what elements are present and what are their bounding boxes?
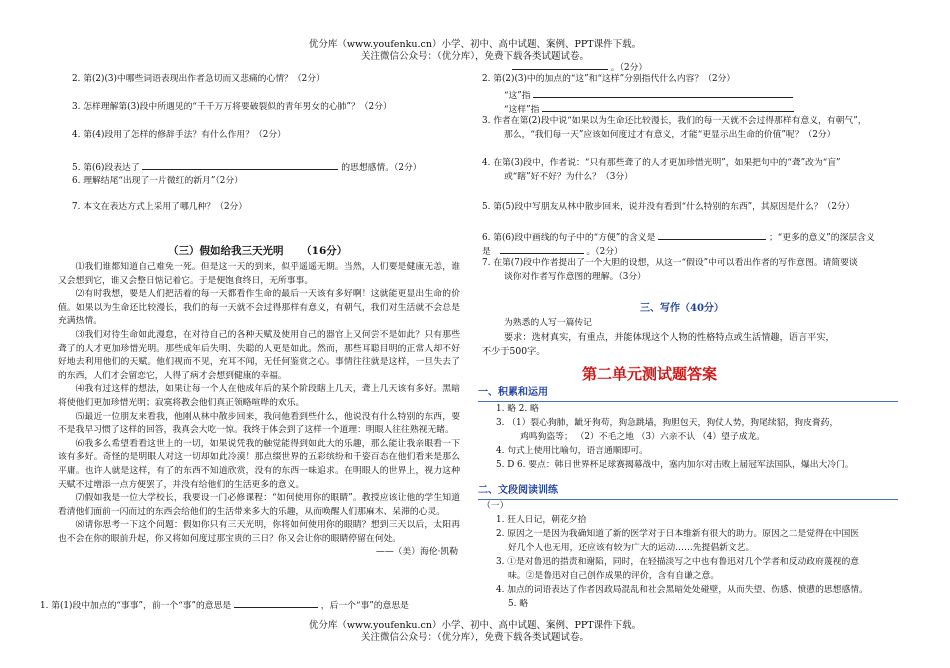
question-r3-line2: 那么，“我们每一天”应该如何度过才有意义，才能“更显示出生命的价值”呢？（2分） (504, 130, 836, 140)
passage-paragraph: ⑺假如我是一位大学校长，我要设一门必修课程：“如何使用你的眼睛”。教授应该让他的学生知道看清他们面前一闪而过的东西会给他们的生活带来多大的乐趣，从而唤醒人们那麻木、呆滞的心灵。 (58, 493, 460, 517)
answer-blank[interactable] (542, 102, 794, 112)
reading-answer-4: 4. 加点的词语表达了作者因政局混乱和社会黑暗处处碰壁，从而失望、伤感、愤懑的思想感情。 (496, 585, 868, 595)
question-r7-line1: 7. 在第(7)段中作者提出了一个大胆的设想，从这一“假设”中可以看出作者的写作意图。请简要谈 (482, 258, 858, 268)
answer-4: 4. 句式上使用比喻句，语言通顺即可。 (496, 446, 648, 456)
answer-section-1-heading: 一、积累和运用 (478, 387, 548, 398)
writing-requirement: 要求：选材真实，有重点，并能体现这个人物的性格特点或生活情趣，语言平实， (504, 332, 835, 343)
page-footer-line1: 优分库（www.youfenku.cn）小学、初中、高中试题、案例、PPT课件下载。 (308, 620, 642, 631)
answer-section-2-heading: 二、文段阅读训练 (478, 485, 558, 496)
question-r2a (504, 88, 793, 103)
question-r6-part1: 6. 第(6)段中画线的句子中的“方便”的含义是 (482, 233, 656, 243)
answer-1-2: 1. 略 2. 略 (496, 404, 539, 414)
question-r7-line2: 谈你对作者写作意图的理解。（3分） (504, 272, 646, 282)
question-1-part2: ，后一个“事”的意思是 (320, 601, 409, 611)
question-r6-line2 (482, 244, 623, 259)
passage-paragraph: ⑴我们谁都知道自己难免一死。但是这一天的到来，似乎遥遥无期。当然，人们要是健康无恙，谁又会想到它，谁又会整日惦记着它。于是便饱食终日，无所事事。 (58, 262, 460, 286)
reading-answer-5: 5. 略 (508, 599, 528, 609)
reading-answer-2-line2: 好几个人也无用，还应该有较为广大的运动……先提倡新文艺。 (508, 543, 755, 553)
question-1-part1: 1. 第(1)段中加点的“事事”，前一个“事”的意思是 (40, 601, 232, 611)
question-r2b (504, 102, 794, 117)
question-r2b-text: “这样”指 (504, 105, 540, 115)
answer-blank[interactable] (234, 598, 318, 608)
passage-paragraph: ⑵有时我想，要是人们把活着的每一天都看作生命的最后一天该有多好啊！这就能更显出生命的价值。如果以为生命还比较漫长，我们的每一天就不会过得那样有意义，有朝气，我们对生活就不会总是充满热情。 (58, 289, 460, 327)
page-header-line1: 优分库（www.youfenku.cn）小学、初中、高中试题、案例、PPT课件下载。 (308, 39, 642, 50)
answer-blank[interactable] (658, 230, 766, 240)
answer-5-6: 5. D 6. 要点：韩日世界杯足球赛揭幕战中，塞内加尔对击败上届冠军法国队，爆出大冷门。 (496, 460, 854, 470)
reading-answer-3-line2: 味。②是鲁迅对自己创作成果的评价，含有自谦之意。 (508, 571, 720, 581)
passage-author: ——（美）海伦·凯勒 (376, 547, 458, 558)
reading-answer-1: 1. 狂人日记，朝花夕拾 (496, 515, 587, 525)
question-r4-line1: 4. 在第(3)段中，作者说：“只有那些聋了的人才更加珍惜光明”，如果把句中的“聋”改为“盲” (482, 158, 841, 168)
page-header-line2: 关注微信公众号：（优分库），免费下载各类试题试卷。 (360, 51, 589, 62)
question-7: 7. 本文在表达方式上采用了哪几种？（2分） (72, 202, 248, 212)
question-5-part1: 5. 第(6)段表达了 (72, 163, 140, 173)
question-1 (40, 598, 409, 613)
section-divider (478, 499, 898, 500)
passage-paragraph: ⑹我多么希望看看这世上的一切，如果说凭我的触觉能得到如此大的乐趣，那么能让我亲眼看一下该有多好。奇怪的是明眼人对这一切却如此冷漠！那点缀世界的五彩缤纷和千姿百态在他们看来是那么平庸。也许人就是这样，有了的东西不知道欣赏，没有的东西一味追求。在明眼人的世界上，视力这种天赋不过增添一点方便罢了，并没有给他们的生活更多的意义。 (58, 438, 460, 490)
answer-blank[interactable] (142, 160, 338, 170)
question-6: 6. 理解结尾“出现了一片微红的新月”（2分） (72, 176, 243, 186)
answer-3-line1: 3. （1）裂心狗肺，龇牙狗苟，狗急跳墙，狗胆包天，狗仗人势，狗尾续貂，狗皮膏药， (496, 418, 839, 428)
question-1-continued-text: 。（2分） (610, 63, 648, 73)
question-r6-part2: ；“更多的意义”的深层含义 (769, 233, 875, 243)
answer-blank[interactable] (533, 88, 793, 98)
writing-prompt: 为熟悉的人写一篇传记 (504, 318, 592, 328)
passage-paragraph: ⑷我有过这样的想法，如果让每一个人在他成年后的某个阶段瞎上几天，聋上几天该有多好。黑暗将使他们更加珍惜光明；寂寞将教会他们真正领略喧哗的欢乐。 (58, 384, 460, 408)
question-5 (72, 160, 422, 175)
question-r2a-text: “这”指 (504, 91, 531, 101)
page-footer-line2: 关注微信公众号：（优分库），免费下载各类试题试卷。 (360, 632, 589, 643)
question-r5: 5. 第(5)段中写朋友从林中散步回来，说并没有看到“什么特别的东西”，其原因是什么？（2分） (482, 202, 855, 212)
answer-3-line2: 鸡鸣狗盗等； （2）不毛之地 （3）六亲不认 （4）望子成龙。 (520, 432, 766, 442)
section-title-text: （三）假如给我三天光明 (168, 245, 284, 257)
passage-paragraph: ⑸最近一位朋友来看我，他刚从林中散步回来，我问他看到些什么，他说没有什么特别的东西，要不是我早习惯了这样的回答，我真会大吃一惊。我终于体会到了这样一个道理：明眼人往往熟视无睹。 (58, 411, 460, 436)
question-4: 4. 第(4)段用了怎样的修辞手法？有什么作用？（2分） (72, 130, 286, 140)
answer-key-title: 第二单元测试题答案 (582, 365, 718, 383)
question-1-continued (512, 60, 647, 75)
passage-paragraph: ⑻请你思考一下这个问题：假如你只有三天光明，你将如何使用你的眼睛？想到三天以后，太阳再也不会在你的眼前升起，你又将如何度过那宝贵的三日？你又会让你的眼睛停留在何处。 (58, 520, 460, 544)
reading-answer-3-line1: 3. ①是对鲁迅的措责和谢陷，同时，在轻描淡写之中也有鲁迅对几个学者和反动政府蔑视的意 (496, 557, 860, 567)
section-divider (478, 401, 898, 402)
section-score: （16分） (301, 245, 348, 257)
answer-blank[interactable] (512, 60, 608, 70)
question-r3-line1: 3. 作者在第(2)段中说“如果以为生命还比较漫长，我们的每一天就不会过得那样有意义，有朝气”， (482, 116, 867, 126)
section-title (168, 244, 347, 258)
question-2: 2. 第(2)(3)中哪些词语表现出作者急切而又悲痛的心情？（2分） (72, 74, 325, 84)
question-r2: 2. 第(2)(3)中的加点的“这”和“这样”分别指代什么内容？（2分） (482, 74, 736, 84)
writing-title: 三、写作（40分） (640, 303, 724, 314)
passage-paragraph: ⑶我们对待生命如此漫怠，在对待自己的各种天赋及使用自己的器官上又何尝不是如此？只有那些聋了的人才更加珍惜光明。那些成年后失明、失聪的人更是如此。然而，那些耳聪目明的正常人却不好好地去利用他们的天赋。他们视而不见，充耳不闻，无任何鉴赏之心。事情往往就是这样，一旦失去了的东西，人们才会留恋它，人得了病才会想到健康的幸福。 (58, 329, 460, 381)
question-r6-part4: 。（2分） (586, 247, 623, 257)
question-3: 3. 怎样理解第(3)段中所遇见的“千千万万将要破裂似的青年男女的心肺”？（2分） (72, 102, 392, 112)
reading-answer-2-line1: 2. 原因之一是因为我确知道了新的医学对于日本维新有很大的助力。原因之二是觉得在中国医 (496, 529, 860, 539)
writing-length: 不少于500字。 (482, 346, 546, 357)
reading-passage (58, 261, 460, 559)
question-r6-line1 (482, 230, 875, 245)
question-r6-part3: 是 (482, 247, 491, 257)
question-5-part2: 的思想感情。（2分） (341, 163, 422, 173)
answer-subsection-1: （一） (482, 501, 509, 511)
question-r4-line2: 或“瞎”好不好？为什么？（3分） (504, 172, 633, 182)
answer-blank[interactable] (500, 244, 584, 254)
